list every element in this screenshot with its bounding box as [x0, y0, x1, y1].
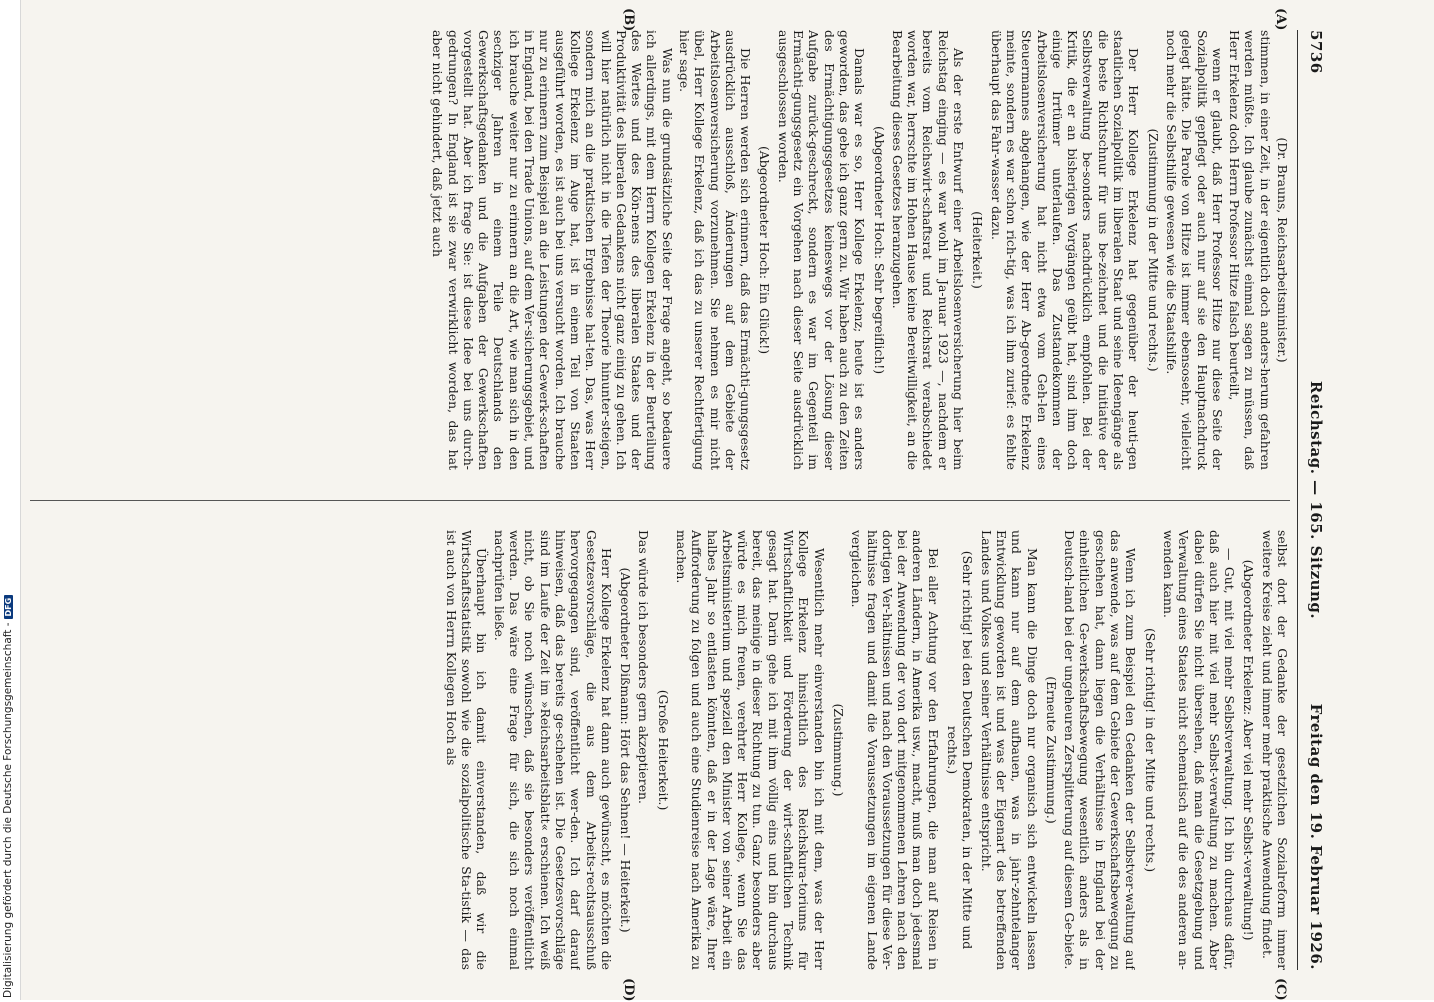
paragraph: Die Herren werden sich erinnern, daß das Ermächti-gungsgesetz ausdrücklich ausschloß, Änderungen auf dem Gebiete der Arbeitslosenversicherung vorzunehmen. Sie nehmen es mir nicht übel, Herr Kollege Erkelenz, daß ich das zu unserer Rechtfertigung hier sage. — [677, 30, 754, 470]
header-rule — [1297, 30, 1298, 970]
column-divider — [30, 500, 1290, 501]
stage-direction: (Sehr richtig! bei den Deutschen Demokraten, in der Mitte und rechts.) — [945, 550, 976, 950]
paragraph: Damals war es so, Herr Kollege Erkelenz; heute ist es anders geworden, das gebe ich ganz gern zu. Wir haben auch zu den Zeiten des Ermächtigungsgesetzes keineswegs vor der Lösung dieser Aufgabe zurück-geschreckt, sondern es war im Gegenteil im Ermächti-gungsgesetz ein Vorgehen nach dieser Seite ausdrücklich ausgeschlossen worden. — [775, 30, 868, 470]
margin-mark-a: (A) — [1273, 8, 1288, 31]
margin-mark-b: (B) — [621, 8, 636, 32]
paragraph: Überhaupt bin ich damit einverstanden, daß wir die Wirtschaftsstatistik sowohl wie die sozialpolitische Sta-tistik — das ist auch von Herrn Kollegen Hoch als — [443, 530, 490, 970]
paragraph: Als der erste Entwurf einer Arbeitslosenversicherung hier beim Reichstag einging — es war wohl im Ja-nuar 1923 —, nachdem er bereits vom Reichswirt-schaftsrat und Reichsrat verabschiedet worden war, herrschte im Hohen Hause keine Bereitwilligkeit, an die Bearbeitung dieses Gesetzes heranzugehen. — [889, 30, 967, 470]
stage-direction: (Zustimmung in der Mitte und rechts.) — [1145, 128, 1161, 372]
stage-direction: (Sehr richtig! in der Mitte und rechts.) — [1142, 627, 1158, 873]
stage-direction: (Große Heiterkeit.) — [655, 689, 671, 811]
paragraph: stimmen, in einer Zeit, in der eigentlich doch anders-herum gefahren werden müßte. Ich glaube zunächst einmal sagen zu müssen, daß Herr Erkelenz doch Herrn Professor Hitze falsch beurteilt, — [1227, 30, 1273, 470]
paragraph: Wenn ich zum Beispiel den Gedanken der Selbstver-waltung auf das anwende, was auf dem Gebiete der Gewerkschaftsbewegung zu geschehen hat, dann liegen die Verhältnisse in England bei der einheitlichen Ge-werkschaftsbewegung wesentlich anders als in Deutsch-land bei der ungeheuren Zersplitterung auf diesem Ge-biete. — [1062, 530, 1139, 970]
right-column — [20, 530, 1290, 970]
paragraph: wenn er glaubt, daß Herr Professor Hitze nur diese Seite der Sozialpolitik gepflegt oder auch nur auf sie den Hauptnachdruck gelegt hätte. Die Parole von Hitze ist immer ebensosehr, vielleicht noch mehr die Selbsthilfe gewesen wie die Staatshilfe. — [1163, 30, 1225, 470]
left-column — [20, 30, 1290, 470]
paragraph: selbst dort der Gedanke der gesetzlichen Sozialreform immer weitere Kreise zieht und immer mehr praktische Anwendung findet. — [1259, 530, 1290, 970]
stage-direction: (Heiterkeit.) — [970, 211, 986, 289]
paragraph: Herr Kollege Erkelenz hat dann auch gewünscht, es möchten die Gesetzesvorschläge, die aus dem Arbeits-rechtsausschuß hervorgegangen sind, veröffentlicht wer-den. Ich darf darauf hinweisen, daß das bereits ge-schehen ist. Die Gesetzesvorschläge sind im Laufe der Zeit im »Reichsarbeitsblatt« erschienen. Ich weiß nicht, ob Sie noch wünschen, daß sie besonders veröffentlicht werden. Das wäre eine Frage für sich, die sich noch einmal nachprüfen ließe. — [491, 530, 614, 970]
margin-mark-c: (C) — [1273, 978, 1288, 1001]
page-date: Freitag den 19. Februar 1926. — [1307, 703, 1325, 970]
stage-direction: (Abgeordneter Dißmann: Hört das Sehnen! — Heiterkeit.) — [618, 567, 634, 933]
stage-direction: (Erneute Zustimmung.) — [1043, 676, 1059, 824]
stage-direction: (Abgeordneter Erkelenz: Aber viel mehr Selbst-verwaltung!) — [1241, 559, 1257, 941]
rotated-page-content — [10, 0, 1330, 1000]
footer-text: Digitalisierung gefördert durch die Deutsche Forschungsgemeinschaft - — [2, 622, 14, 998]
paragraph: Der Herr Kollege Erkelenz hat gegenüber der heuti-gen staatlichen Sozialpolitik im liberalen Staat und seine Ideengänge als die beste Richtschnur für uns be-zeichnet und die Initiative der Selbstverwaltung be-sonders nachdrücklich empfohlen. Bei der Kritik, die er an bisherigen Vorgängen geübt hat, sind ihm doch einige Irrtümer unterlaufen. Das Zustandekommen der Arbeitslosenversicherung hat nicht etwa vom Geh-len eines Steuermannes abgehangen, wie der Herr Ab-geordnete Erkelenz meinte, sondern es war schon rich-tig, was ich ihm zurief: es fehlte überhaupt das Fahr-wasser dazu. — [988, 30, 1142, 470]
paragraph: Wesentlich mehr einverstanden bin ich mit dem, was der Herr Kollege Erkelenz hinsichtlich des Reichskura-toriums für Wirtschaftlichkeit und Förderung der wirt-schaftlichen Technik gesagt hat. Darin gehe ich mit ihm völlig eins und bin durchaus bereit, das meinige in dieser Richtung zu tun. Ganz besonders aber würde es mich freuen, verehrter Herr Kollege, wenn Sie das Arbeitsministerium und speziell den Minister von seiner Arbeit ein halbes Jahr so entlasten könnten, daß er in der Lage wäre, Ihrer Aufforderung zu folgen und auch eine Studienreise nach Amerika zu machen. — [674, 530, 827, 970]
page-number: 5736 — [1307, 30, 1325, 74]
margin-mark-d: (D) — [621, 978, 636, 1002]
paragraph: — Gut, mit viel mehr Selbstverwaltung. Ich bin durchaus dafür, daß auch hier mit viel mehr Selbst-verwaltung zu machen. Aber dabei dürfen Sie nicht übersehen, daß man die Gesetzgebung und Verwaltung eines Staates nicht schematisch auf die des anderen an-wenden kann. — [1160, 530, 1238, 970]
speaker-line: (Dr. Brauns, Reichsarbeitsminister.) — [1275, 137, 1290, 363]
stage-direction: (Abgeordneter Hoch: Ein Glück!) — [757, 145, 773, 355]
stage-direction: (Zustimmung.) — [830, 703, 846, 797]
paragraph: Bei aller Achtung vor den Erfahrungen, die man auf Reisen in anderen Ländern, in Amerika usw., macht, muß man doch jedesmal bei der Anwendung der von dort mitgenommenen Lehren nach den dortigen Ver-hältnissen und nach den Voraussetzungen für diese Ver-hältnisse fragen und damit die Voraussetzungen im eigenen Lande vergleichen. — [849, 530, 941, 970]
paragraph: Was nun die grundsätzliche Seite der Frage angeht, so bedauere ich allerdings, mit dem Herrn Kollegen Erkelenz in der Beurteilung des Wertes und des Kön-nens des liberalen Staates und der Produktivität des liberalen Gedankens nicht ganz einig zu gehen. Ich will hier natürlich nicht in die Tiefen der Theorie hinunter-steigen, sondern mich an die praktischen Ergebnisse hal-ten. Das, was Herr Kollege Erkelenz im Auge hat, ist in einem Teil von Staaten ausgeführt worden, es ist auch bei uns versucht worden. Ich brauche nur zu erinnern zum Beispiel an die Leistungen der Gewerk-schaften in England, bei den Trade Unions, auf dem Ver-sicherungsgebiet, und ich brauche weiter nur zu erinnern an die Art, wie man sich in den sechziger Jahren in einem Teile Deutschlands den Gewerkschaftsgedanken und die Aufgaben der Gewerkschaften vorgestellt hat. Aber ich frage Sie: ist diese Idee bei uns durch-gedrungen? In England ist sie zwar verwirklicht worden, das hat aber nicht gehindert, daß jetzt auch — [430, 30, 675, 470]
stage-direction: (Abgeordneter Hoch: Sehr begreiflich!) — [871, 125, 887, 375]
dfg-logo: DFG — [4, 595, 13, 620]
page-title: Reichstag. — 165. Sitzung. — [1307, 380, 1325, 620]
page-header — [1299, 30, 1325, 970]
paragraph: Das würde ich besonders gern akzeptieren. — [636, 530, 652, 804]
paragraph: Man kann die Dinge doch nur organisch sich entwickeln lassen und kann nur auf dem aufbauen, was in jahr-zehntelanger Entwicklung geworden ist und was der Eigenart des betreffenden Landes und Volkes und seiner Verhältnisse entspricht. — [978, 530, 1040, 970]
